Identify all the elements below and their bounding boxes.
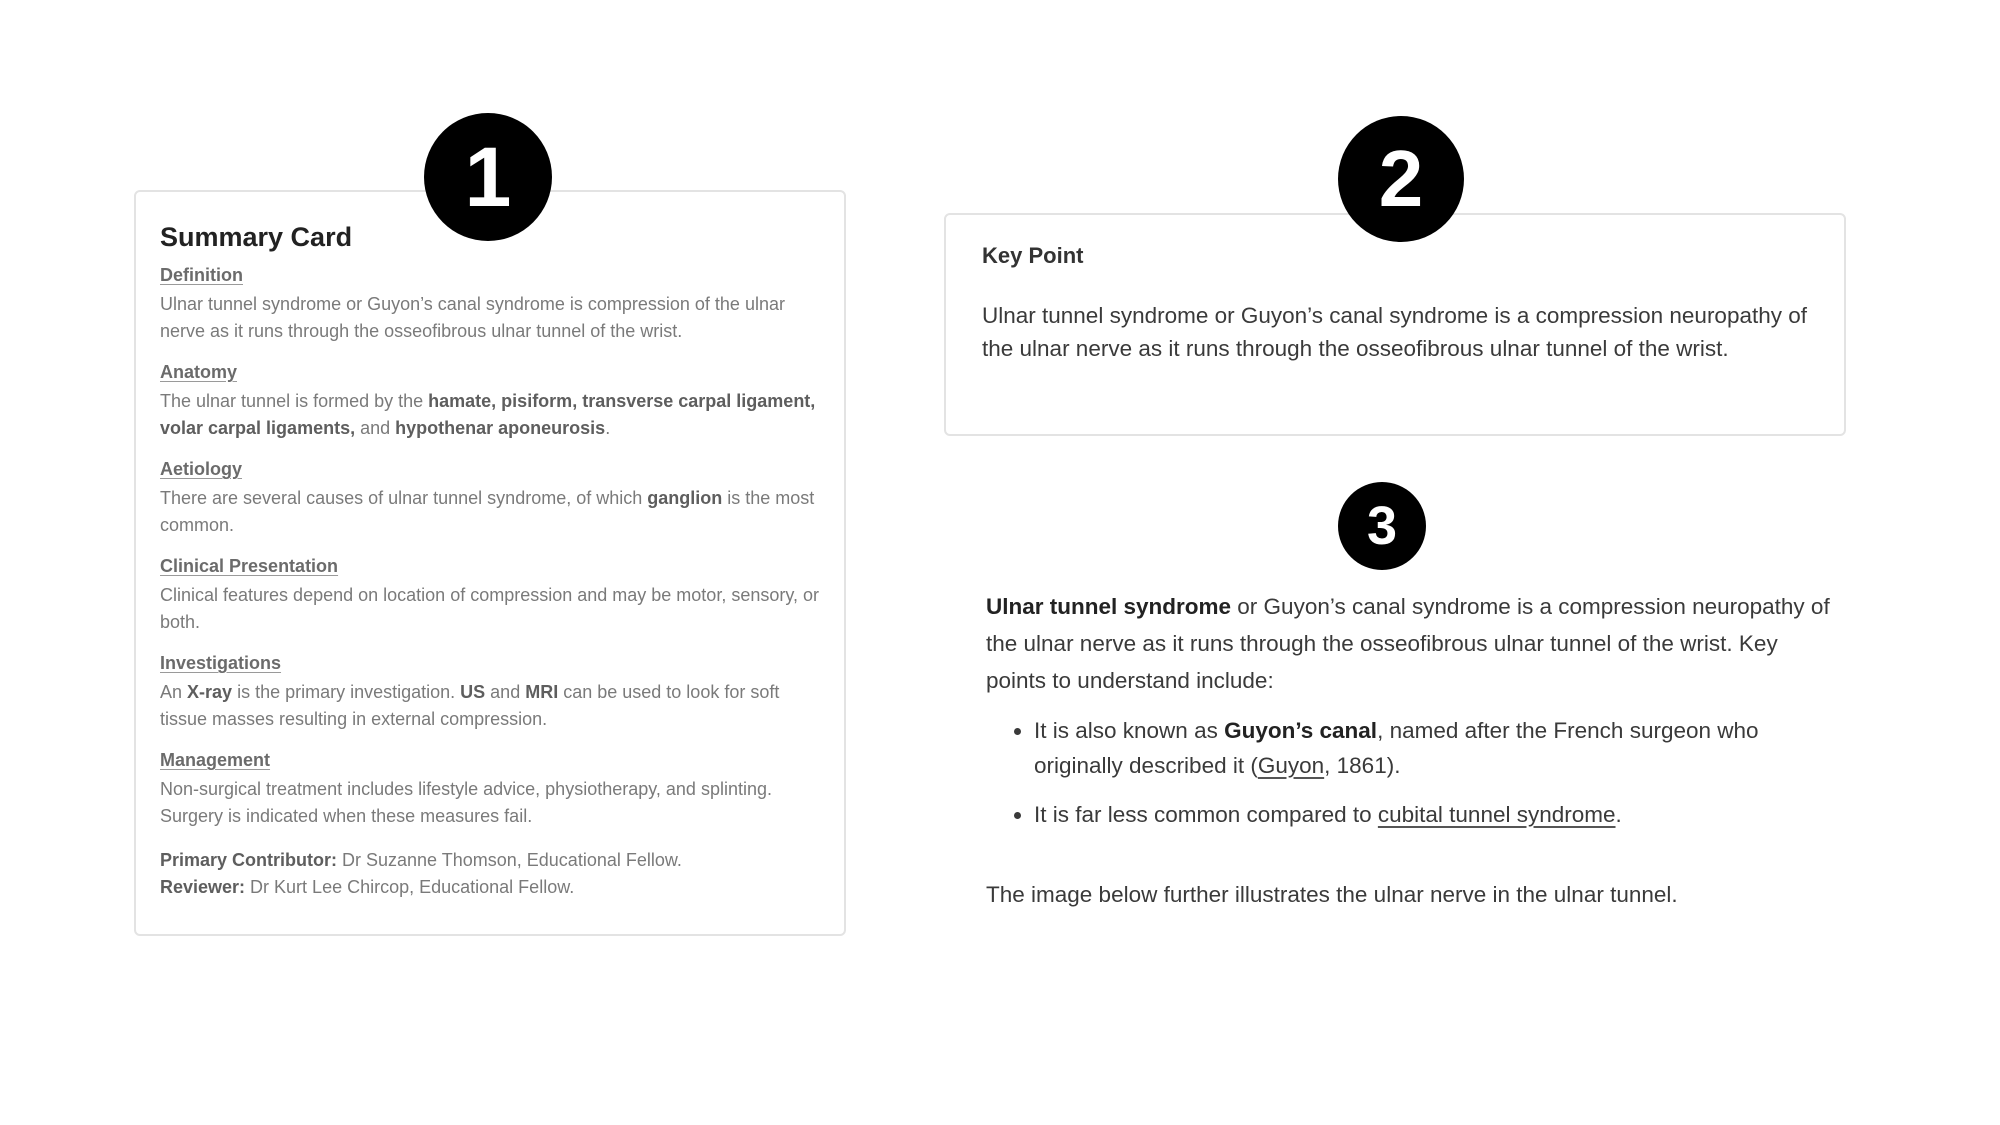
section-management [160,750,820,830]
section-text-investigations: An X-ray is the primary investigation. US and MRI can be used to look for soft tissue masses resulting in external compression. [160,682,780,729]
section-definition [160,265,820,345]
section-heading-anatomy[interactable]: Anatomy [160,362,238,382]
number-badge-1: 1 [424,113,552,241]
article-intro: Ulnar tunnel syndrome or Guyon’s canal syndrome is a compression neuropathy of the ulnar nerve as it runs through the osseofibrous ulnar tunnel of the wrist. Key points to understand include: [986,594,1830,693]
section-text-definition: Ulnar tunnel syndrome or Guyon’s canal syndrome is compression of the ulnar nerve as it runs through the osseofibrous ulnar tunnel of the wrist. [160,294,785,341]
cubital-tunnel-syndrome-link[interactable]: cubital tunnel syndrome [1377,802,1616,827]
primary-contributor: Primary Contributor: Dr Suzanne Thomson, Educational Fellow. [160,850,682,870]
guyon-link[interactable]: Guyon [1257,753,1325,778]
key-point-title: Key Point [982,243,1084,268]
section-text-management: Non-surgical treatment includes lifestyle advice, physiotherapy, and splinting. Surgery is indicated when these measures fail. [160,779,772,826]
article-body [986,588,1836,913]
key-point-text: Ulnar tunnel syndrome or Guyon’s canal syndrome is a compression neuropathy of the ulnar nerve as it runs through the osseofibrous ulnar tunnel of the wrist. [982,303,1808,361]
section-text-clinical-presentation: Clinical features depend on location of compression and may be motor, sensory, or both. [160,585,820,632]
section-text-anatomy: The ulnar tunnel is formed by the hamate, pisiform, transverse carpal ligament, volar carpal ligaments, and hypothenar aponeurosis. [160,391,816,438]
section-heading-investigations[interactable]: Investigations [160,653,282,673]
summary-card [134,190,846,936]
summary-card-title: Summary Card [160,222,353,252]
section-heading-management[interactable]: Management [160,750,271,770]
key-points-list [986,713,1836,832]
section-heading-aetiology[interactable]: Aetiology [160,459,243,479]
reviewer: Reviewer: Dr Kurt Lee Chircop, Educational Fellow. [160,877,575,897]
credits [160,847,820,901]
list-item: • It is far less common compared to cubital tunnel syndrome. [1034,797,1836,832]
section-anatomy [160,362,820,442]
section-aetiology [160,459,820,539]
section-text-aetiology: There are several causes of ulnar tunnel syndrome, of which ganglion is the most common. [160,488,815,535]
section-heading-clinical-presentation[interactable]: Clinical Presentation [160,556,339,576]
number-badge-2: 2 [1338,116,1464,242]
section-investigations [160,653,820,733]
article-closing: The image below further illustrates the ulnar nerve in the ulnar tunnel. [986,882,1678,907]
key-point-card [944,213,1846,436]
section-clinical-presentation [160,556,820,636]
list-item: • It is also known as Guyon’s canal, named after the French surgeon who originally described it (Guyon, 1861). [1034,713,1836,783]
section-heading-definition[interactable]: Definition [160,265,243,285]
number-badge-3: 3 [1338,482,1426,570]
